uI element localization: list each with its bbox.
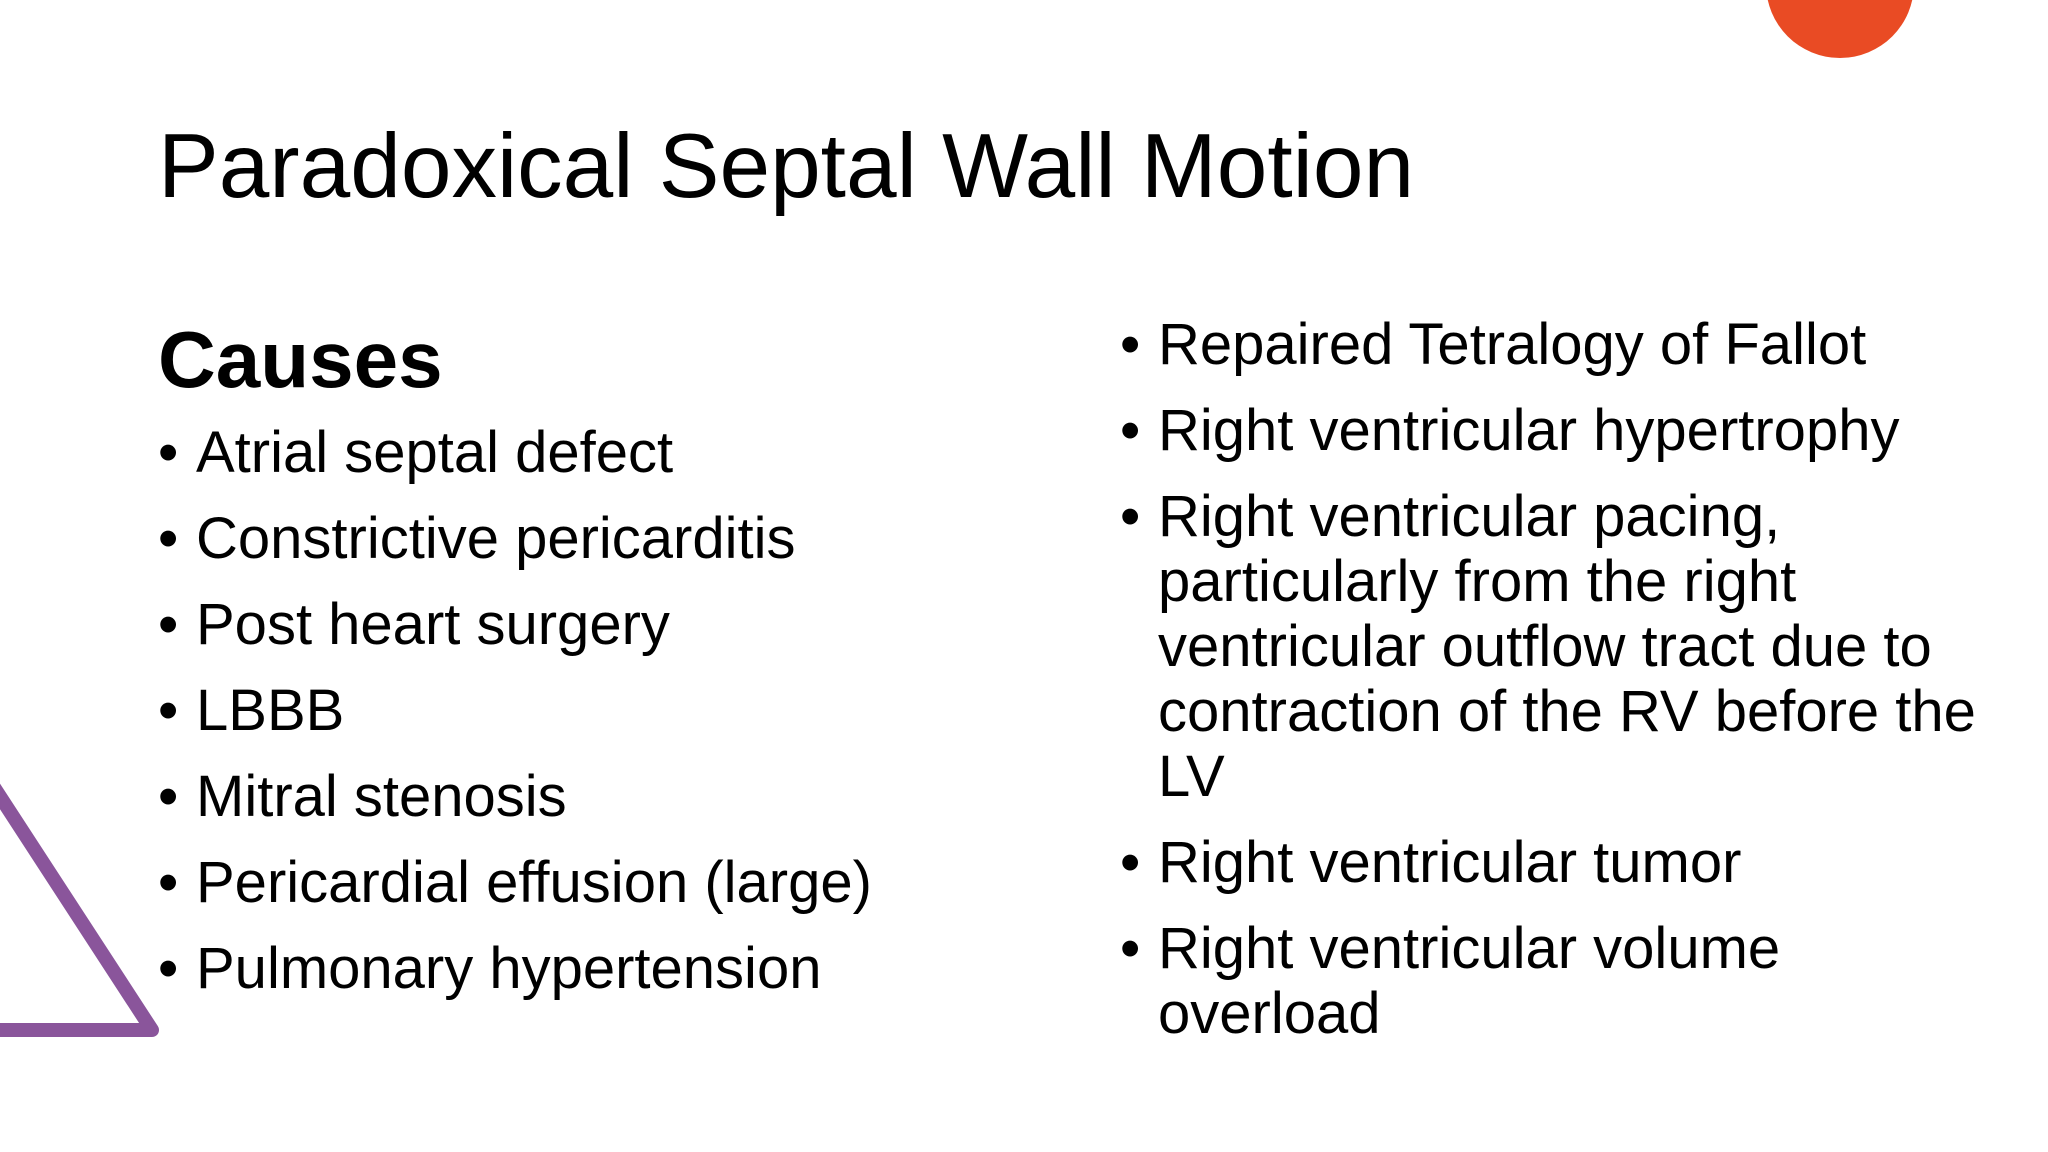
list-item-text: Pericardial effusion (large) [196,850,872,915]
decorative-triangle [0,730,180,1060]
bullet: • [158,506,179,571]
list-item [158,592,1058,657]
bullet: • [158,850,179,915]
list-item-text: Right ventricular volume overload [1158,916,1781,1046]
bullet: • [1120,398,1141,463]
triangle-outline [0,735,152,1030]
bullet: • [158,936,179,1001]
bullet: • [158,678,179,743]
causes-list-continued [1120,312,2000,1046]
bullet: • [158,764,179,829]
list-item-text: Repaired Tetralogy of Fallot [1158,312,1867,377]
list-item [1120,484,2000,809]
right-column [1120,312,2000,1067]
list-item [158,678,1058,743]
list-item [1120,916,2000,1046]
bullet: • [1120,312,1141,377]
list-item [1120,312,2000,377]
list-item [158,506,1058,571]
bullet: • [1120,830,1141,895]
list-item-text: Post heart surgery [196,592,670,657]
bullet: • [1120,484,1141,549]
list-item-text: Right ventricular pacing, particularly from the right ventricular outflow tract due to contraction of the RV before the LV [1158,484,1976,809]
left-column [158,312,1058,1022]
list-item-text: Pulmonary hypertension [196,936,822,1001]
bullet: • [158,592,179,657]
slide-title: Paradoxical Septal Wall Motion [158,116,1415,217]
list-item [158,936,1058,1001]
causes-list [158,420,1058,1001]
list-item-text: Constrictive pericarditis [196,506,796,571]
list-item [1120,830,2000,895]
list-item-text: Mitral stenosis [196,764,567,829]
list-item-text: Atrial septal defect [196,420,674,485]
causes-heading: Causes [158,315,443,404]
list-item [158,764,1058,829]
list-item-text: LBBB [196,678,345,743]
decorative-circle [1766,0,1914,58]
list-item-text: Right ventricular hypertrophy [1158,398,1900,463]
bullet: • [1120,916,1141,981]
list-item [158,420,1058,485]
bullet: • [158,420,179,485]
list-item [1120,398,2000,463]
list-item-text: Right ventricular tumor [1158,830,1742,895]
list-item [158,850,1058,915]
